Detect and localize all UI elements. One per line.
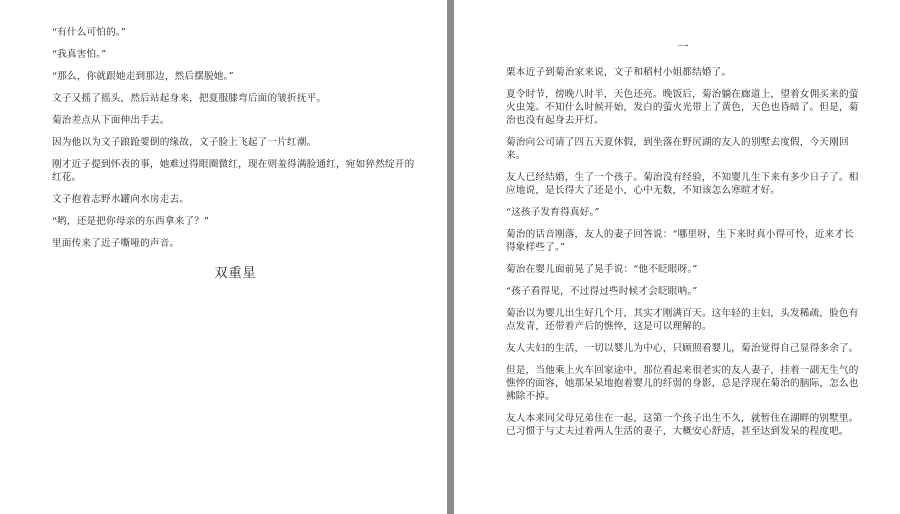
right-paragraph-4: 友人已经结婚，生了一个孩子。菊治没有经验，不知婴儿生下来有多少日子了。相应地说，是长得大了还是小，心中无数，不知该怎么寒暄才好。 xyxy=(506,172,859,196)
right-paragraph-10: 友人夫妇的生活，一切以婴儿为中心，只顾照看婴儿，菊治觉得自己显得多余了。 xyxy=(506,343,859,354)
left-paragraph-8: 文子抱着志野水罐向水房走去。 xyxy=(52,194,190,205)
left-paragraph-10: 里面传来了近子嘶哑的声音。 xyxy=(52,238,180,249)
right-page xyxy=(454,0,900,514)
left-paragraph-6: 因为他以为文子踉跄要倒的缘故，文子脸上飞起了一片红潮。 xyxy=(52,137,317,148)
page-gutter-divider xyxy=(447,0,454,514)
right-paragraph-5: “这孩子发育得真好。” xyxy=(506,207,600,218)
left-paragraph-7: 刚才近子提到怀表的事，她难过得眼圈微红，现在则羞得满脸通红，宛如猝然绽开的红花。 xyxy=(52,159,415,183)
right-paragraph-6: 菊治的话音刚落，友人的妻子回答说：“哪里呀，生下来时真小得可怜，近来才长得象样些了。” xyxy=(506,229,854,253)
left-page xyxy=(0,0,447,514)
right-paragraph-12: 友人本来同父母兄弟住在一起，这第一个孩子出生不久，就暂住在湖畔的别墅里。已习惯于与丈夫过着两人生活的妻子，大概安心舒适，甚至达到发呆的程度吧。 xyxy=(506,413,859,437)
right-paragraph-9: 菊治以为婴儿出生好几个月，其实才刚满百天。这年轻的主妇，头发稀疏，脸色有点发青，还带着产后的憔悴，这是可以理解的。 xyxy=(506,308,859,332)
left-paragraph-5: 菊治差点从下面伸出手去。 xyxy=(52,115,170,126)
right-paragraph-7: 菊治在婴儿面前晃了晃手说：“他不眨眼呀。” xyxy=(506,264,698,275)
right-paragraph-2: 夏令时节，傍晚八时半，天色还亮。晚饭后，菊治躺在廊道上，望着女佣买来的萤火虫笼。不知什么时候开始，发白的萤火光带上了黄色，天色也昏暗了。但是，菊治也没有起身去开灯。 xyxy=(506,89,859,126)
right-paragraph-8: “孩子看得见，不过得过些时候才会眨眼呐。” xyxy=(506,286,698,297)
right-paragraph-3: 菊治向公司请了四五天夏休假，到坐落在野尻湖的友人的别墅去度假，今天刚回来。 xyxy=(506,137,849,161)
section-title: 双重星 xyxy=(214,266,257,281)
right-paragraph-11: 但是，当他乘上火车回家途中，那位看起来很老实的友人妻子，挂着一副无生气的憔悴的面容，她那呆呆地抱着婴儿的纤弱的身影，总是浮现在菊治的脑际，怎么也拂除不掉。 xyxy=(506,365,859,402)
left-paragraph-3: “那么，你就跟她走到那边，然后摆脱她。” xyxy=(52,71,234,82)
left-paragraph-2: “我真害怕。” xyxy=(52,49,107,60)
right-paragraph-1: 栗本近子到菊治家来说，文子和稻村小姐都结婚了。 xyxy=(506,67,732,78)
chapter-number: 一 xyxy=(677,40,689,53)
left-paragraph-9: “哟，还是把你母亲的东西拿来了？” xyxy=(52,216,210,227)
left-paragraph-1: “有什么可怕的。” xyxy=(52,27,126,38)
left-paragraph-4: 文子又摇了摇头，然后站起身来，把夏服膝弯后面的皱折抚平。 xyxy=(52,93,327,104)
